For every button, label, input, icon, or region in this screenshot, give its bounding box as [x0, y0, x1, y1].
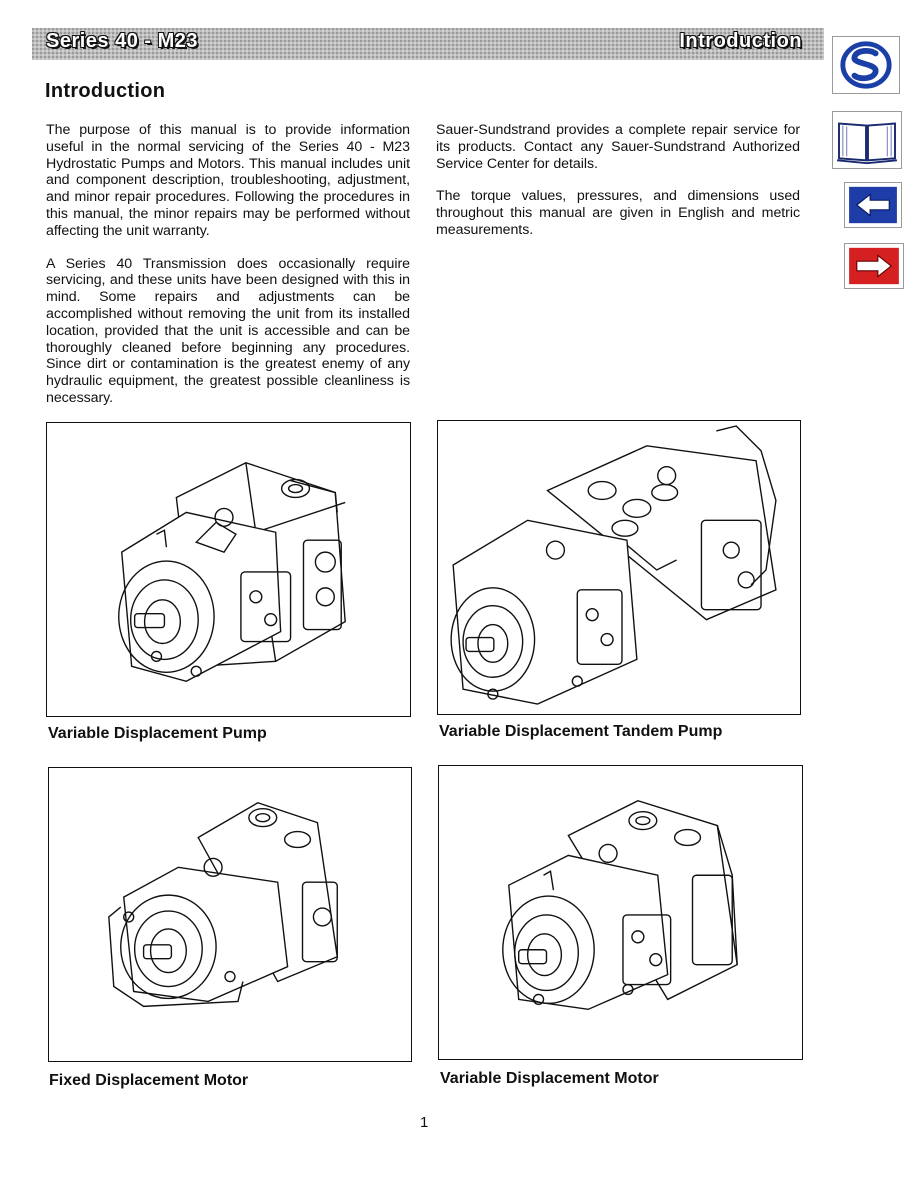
paragraph: Sauer-Sundstrand provides a complete repair service for its products. Contact any Sauer-Sundstrand Authorized Service Center for details. [436, 122, 800, 172]
header-series-title: Series 40 - M23 [46, 30, 199, 52]
pump-illustration [46, 422, 411, 717]
header-bar [32, 28, 824, 60]
header-section-title: Introduction [679, 30, 802, 52]
figure-caption: Fixed Displacement Motor [49, 1072, 249, 1089]
paragraph: A Series 40 Transmission does occasionally require servicing, and these units have been designed with this in mind. Some repairs and adjustments can be accomplished without removing the unit from its installed location, provided that the unit is accessible and can be thoroughly cleaned before beginning any procedures. Since dirt or contamination is the greatest enemy of any hydraulic equipment, the greatest possible cleanliness is necessary. [46, 255, 410, 406]
page-number: 1 [420, 1114, 429, 1131]
tandem-pump-illustration [437, 420, 801, 715]
paragraph: The torque values, pressures, and dimensions used throughout this manual are given in English and metric measurements. [436, 188, 800, 238]
back-arrow-icon[interactable] [844, 182, 902, 228]
fixed-motor-illustration [48, 767, 412, 1062]
variable-motor-illustration [438, 765, 803, 1060]
open-book-icon[interactable] [832, 111, 902, 169]
forward-arrow-icon[interactable] [844, 243, 904, 289]
figure-caption: Variable Displacement Motor [440, 1070, 659, 1087]
sauer-sundstrand-logo-icon[interactable] [832, 36, 900, 94]
paragraph: The purpose of this manual is to provide information useful in the normal servicing of the Series 40 - M23 Hydrostatic Pumps and Motors. This manual includes unit and component description, troubleshooting, adjustment, and minor repair procedures. Following the procedures in this manual, the minor repairs may be performed without affecting the unit warranty. [46, 122, 410, 239]
left-text-column [46, 122, 410, 423]
page-title: Introduction [45, 80, 166, 102]
figure-caption: Variable Displacement Tandem Pump [439, 723, 723, 740]
figure-caption: Variable Displacement Pump [48, 725, 267, 742]
right-text-column [436, 122, 800, 255]
